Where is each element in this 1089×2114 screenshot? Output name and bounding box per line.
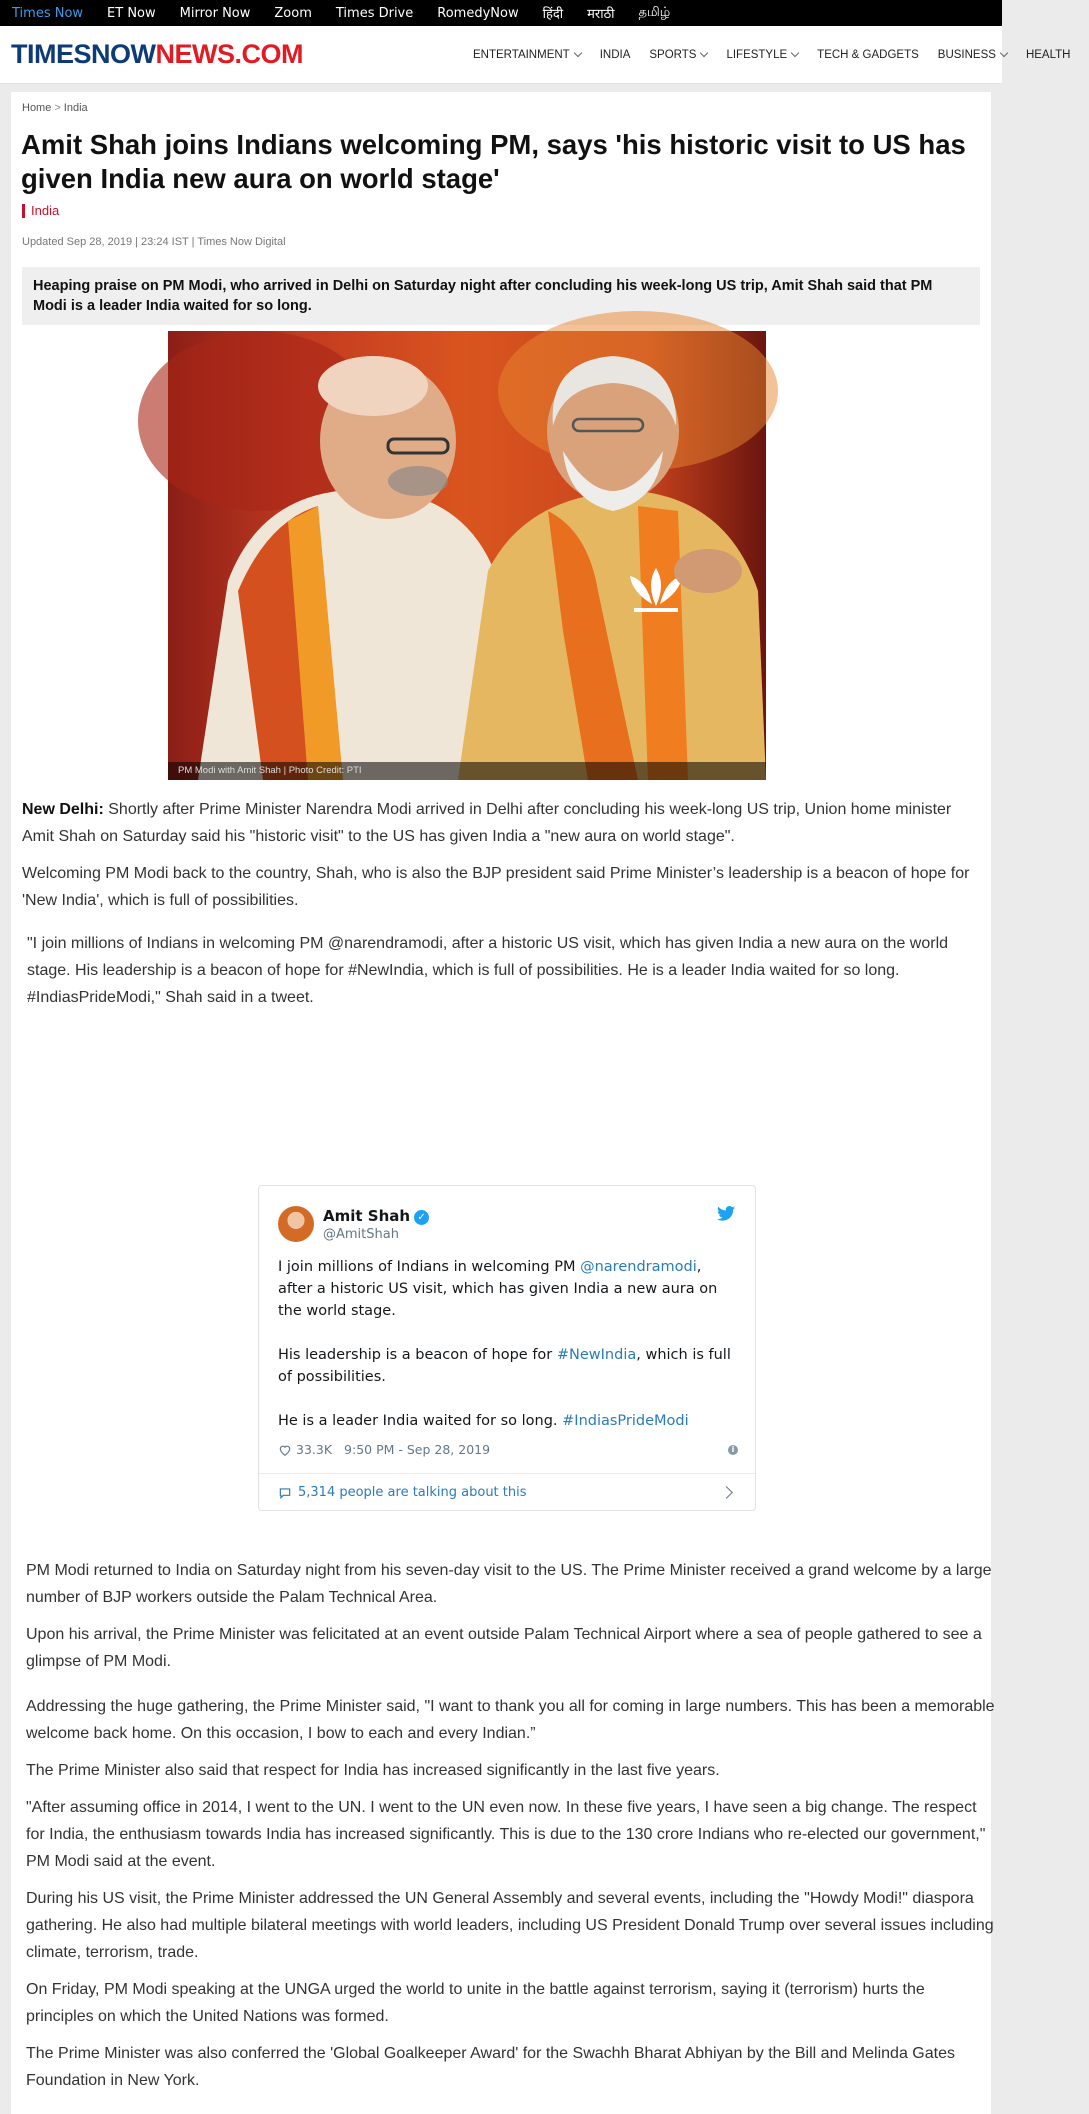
breadcrumb-section[interactable]: India <box>63 102 88 114</box>
article-body-bottom <box>26 1557 996 2104</box>
nav-health[interactable] <box>1026 49 1071 61</box>
main-nav <box>473 26 1089 84</box>
breadcrumb-home[interactable]: Home <box>22 102 52 114</box>
paragraph: During his US visit, the Prime Minister addressed the UN General Assembly and several events, including the "Howdy Modi!" diaspora gathering. He also had multiple bilateral meetings with world leaders, including US President Donald Trump over several issues including climate, terrorism, trade. <box>26 1890 994 1961</box>
info-icon[interactable]: i <box>728 1445 738 1455</box>
logo-part-1: TIMESNOW <box>11 39 156 69</box>
tweet-meta <box>278 1442 738 1457</box>
tweet-hashtag-link[interactable]: #NewIndia <box>556 1347 637 1363</box>
network-link-times-drive[interactable]: Times Drive <box>335 5 414 21</box>
paragraph: "After assuming office in 2014, I went to the UN. I went to the UN even now. In these five years, I have seen a big change. The respect for India, the enthusiasm towards India has increased significantly. This is due to the 130 crore Indians who re-elected our government," PM Modi said at the event. <box>26 1799 986 1870</box>
article-body-top <box>22 796 982 1021</box>
tweet-text-segment: I join millions of Indians in welcoming PM <box>278 1259 581 1275</box>
nav-sports[interactable] <box>649 49 707 61</box>
speech-bubble-icon <box>278 1486 292 1500</box>
paragraph: PM Modi returned to India on Saturday night from his seven-day visit to the US. The Prime Minister received a grand welcome by a large number of BJP workers outside the Palam Technical Area. <box>26 1562 992 1606</box>
embedded-tweet[interactable] <box>258 1185 756 1511</box>
network-link-romedy-now[interactable]: RomedyNow <box>437 5 519 21</box>
paragraph-intro <box>22 796 982 850</box>
paragraph: The Prime Minister also said that respect for India has increased significantly in the last five years. <box>26 1762 720 1779</box>
tweet-author-name: Amit Shah <box>323 1207 411 1225</box>
article-summary: Heaping praise on PM Modi, who arrived in Delhi on Saturday night after concluding his week-long US trip, Amit Shah said that PM Modi is a leader India waited for so long. <box>22 267 980 325</box>
tweet-author[interactable] <box>323 1207 429 1225</box>
network-link-mirror-now[interactable]: Mirror Now <box>179 5 251 21</box>
image-caption: PM Modi with Amit Shah | Photo Credit: PTI <box>168 762 766 780</box>
article-headline: Amit Shah joins Indians welcoming PM, says 'his historic visit to US has given India new aura on world stage' <box>21 129 966 194</box>
verified-badge-icon: ✓ <box>414 1210 429 1225</box>
nav-label: INDIA <box>599 49 631 61</box>
hero-photo-illustration <box>168 331 766 780</box>
chevron-down-icon <box>1000 49 1008 57</box>
intro-text: Shortly after Prime Minister Narendra Modi arrived in Delhi after concluding his week-long US trip, Union home minister Amit Shah on Saturday said his "historic visit" to the US has given India a "new aura on world stage". <box>22 801 952 845</box>
network-link-zoom[interactable]: Zoom <box>274 5 312 21</box>
tweet-line <box>278 1256 738 1322</box>
hero-image <box>168 331 766 780</box>
network-link-marathi[interactable]: मराठी <box>587 7 615 22</box>
article-card <box>11 92 995 2114</box>
breadcrumb-separator: > <box>54 102 61 114</box>
site-header <box>0 26 1071 84</box>
network-link-tamil[interactable]: தமிழ் <box>638 5 671 20</box>
site-logo[interactable] <box>11 39 303 70</box>
network-link-times-now[interactable]: Times Now <box>12 5 84 21</box>
tweet-line <box>278 1410 738 1432</box>
nav-business[interactable] <box>938 49 1007 61</box>
nav-label: TECH & GADGETS <box>817 49 919 61</box>
paragraph: Welcoming PM Modi back to the country, Shah, who is also the BJP president said Prime Minister’s leadership is a beacon of hope for 'New India', which is full of possibilities. <box>22 865 970 909</box>
chevron-right-icon <box>720 1486 733 1499</box>
tweet-handle[interactable]: @AmitShah <box>323 1227 399 1242</box>
nav-lifestyle[interactable] <box>726 49 798 61</box>
section-tag[interactable]: India <box>22 204 59 218</box>
chevron-down-icon <box>700 49 708 57</box>
tweet-conversation-link[interactable] <box>259 1473 755 1511</box>
nav-label: BUSINESS <box>937 49 996 61</box>
heart-icon[interactable] <box>278 1443 292 1457</box>
tweet-text-segment: His leadership is a beacon of hope for <box>278 1347 557 1363</box>
twitter-bird-icon[interactable] <box>717 1206 735 1221</box>
dateline: New Delhi: <box>22 801 104 818</box>
paragraph: Upon his arrival, the Prime Minister was felicitated at an event outside Palam Technical Airport where a sea of people gathered to see a glimpse of PM Modi. <box>26 1626 982 1670</box>
updated-timestamp: Updated Sep 28, 2019 | 23:24 IST | Times Now Digital <box>22 236 286 248</box>
tweet-mention-link[interactable]: @narendramodi <box>580 1259 697 1275</box>
chevron-down-icon <box>573 49 581 57</box>
network-link-hindi[interactable]: हिंदी <box>542 7 564 22</box>
tweet-like-count[interactable]: 33.3K <box>296 1442 333 1457</box>
avatar[interactable] <box>278 1206 314 1242</box>
tweet-talking-count: 5,314 people are talking about this <box>298 1485 527 1500</box>
tweet-hashtag-link[interactable]: #IndiasPrideModi <box>562 1413 689 1429</box>
logo-part-2: NEWS.COM <box>155 39 303 69</box>
tweet-timestamp[interactable]: 9:50 PM - Sep 28, 2019 <box>344 1442 491 1457</box>
tweet-text-segment: , after a historic US visit, which has given India a new aura on the world stage. <box>278 1259 718 1319</box>
breadcrumb <box>22 102 88 114</box>
network-link-et-now[interactable]: ET Now <box>107 5 156 21</box>
tweet-line <box>278 1344 738 1388</box>
paragraph: The Prime Minister was also conferred the 'Global Goalkeeper Award' for the Swachh Bharat Abhiyan by the Bill and Melinda Gates Foundation in New York. <box>26 2045 955 2089</box>
tweet-text-segment: He is a leader India waited for so long. <box>278 1413 563 1429</box>
tweet-quote-paragraph: "I join millions of Indians in welcoming PM @narendramodi, after a historic US visit, which has given India a new aura on the world stage. His leadership is a beacon of hope for #NewIndia, which is full of possibilities. He is a leader India waited for so long. #IndiasPrideModi," Shah said in a tweet. <box>27 935 949 1006</box>
nav-india[interactable] <box>600 49 631 61</box>
nav-label: SPORTS <box>649 49 697 61</box>
nav-label: HEALTH <box>1025 49 1071 61</box>
tweet-text-segment: , which is full of possibilities. <box>278 1347 731 1385</box>
chevron-down-icon <box>791 49 799 57</box>
nav-tech-gadgets[interactable] <box>817 49 919 61</box>
paragraph: On Friday, PM Modi speaking at the UNGA urged the world to unite in the battle against terrorism, saying it (terrorism) hurts the principles on which the United Nations was formed. <box>26 1981 925 2025</box>
nav-label: LIFESTYLE <box>726 49 788 61</box>
nav-label: ENTERTAINMENT <box>473 49 570 61</box>
paragraph: Addressing the huge gathering, the Prime Minister said, "I want to thank you all for coming in large numbers. This has been a memorable welcome back home. On this occasion, I bow to each and every Indian.” <box>26 1698 995 1742</box>
network-bar <box>0 0 1002 26</box>
tweet-text <box>278 1256 738 1454</box>
nav-entertainment[interactable] <box>473 49 581 61</box>
